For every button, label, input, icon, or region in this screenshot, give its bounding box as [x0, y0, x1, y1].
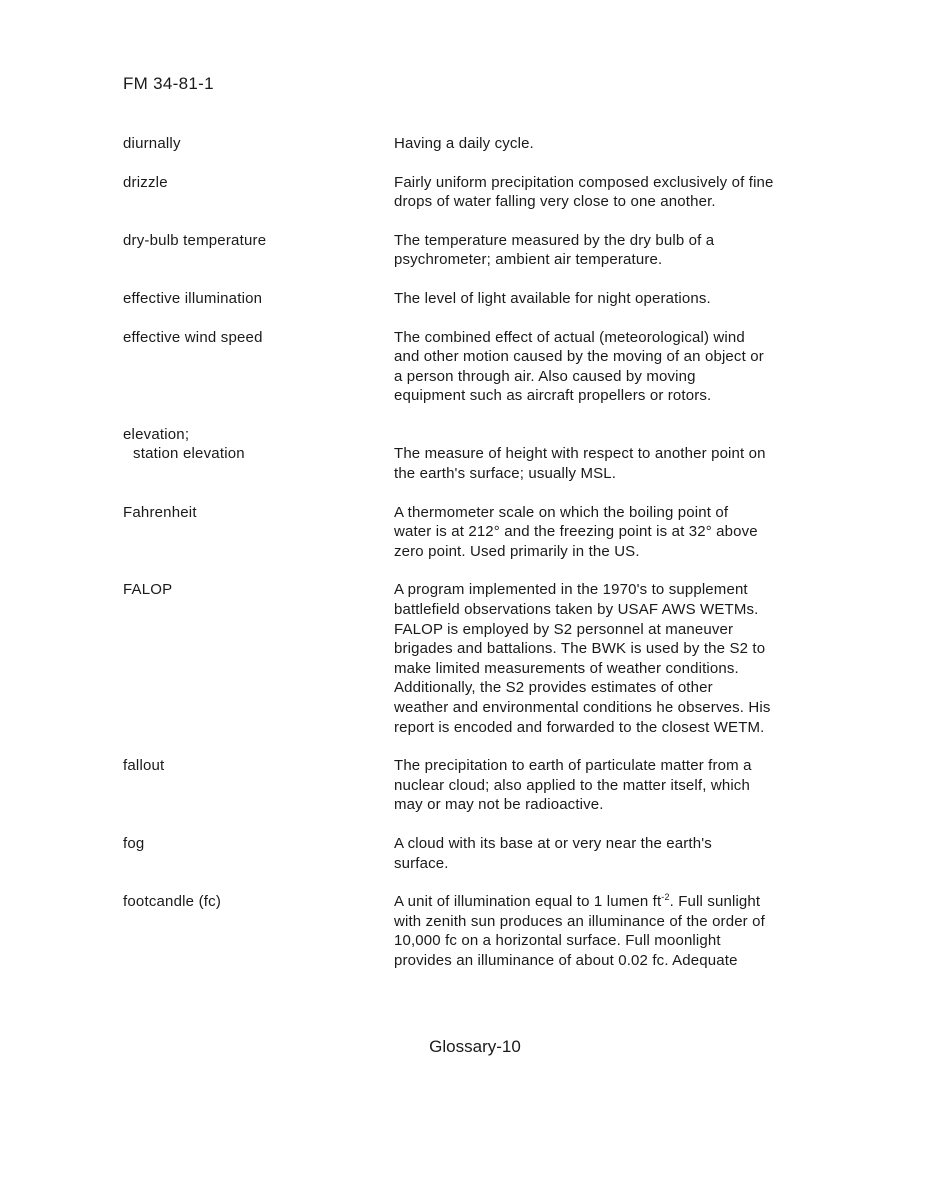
- definition-line: drops of water falling very close to one another.: [394, 193, 716, 211]
- definition-line: The temperature measured by the dry bulb of a: [394, 231, 715, 249]
- definition-line: Additionally, the S2 provides estimates of other: [394, 679, 713, 697]
- definition-line: brigades and battalions. The BWK is used by the S2 to: [394, 640, 766, 658]
- definition: [394, 289, 843, 309]
- definition-text: A unit of illumination equal to 1 lumen ft: [394, 893, 662, 911]
- term-sub: station elevation: [133, 445, 245, 463]
- term: FALOP: [123, 581, 173, 599]
- definition-line: may or may not be radioactive.: [394, 796, 604, 814]
- page-header-doc-id: FM 34-81-1: [123, 74, 214, 93]
- term: drizzle: [123, 173, 168, 191]
- definition-line: The measure of height with respect to another point on: [394, 445, 766, 463]
- glossary-list: [123, 134, 843, 990]
- glossary-entry-effective-illumination: [123, 289, 843, 309]
- definition: [394, 328, 843, 406]
- term: Fahrenheit: [123, 503, 197, 521]
- definition-line: FALOP is employed by S2 personnel at maneuver: [394, 620, 734, 638]
- definition: [394, 134, 843, 154]
- glossary-entry-fallout: [123, 756, 843, 815]
- definition-line: psychrometer; ambient air temperature.: [394, 251, 663, 269]
- definition: [394, 444, 843, 483]
- term: dry-bulb temperature: [123, 231, 267, 249]
- definition-line: 10,000 fc on a horizontal surface. Full moonlight: [394, 932, 721, 950]
- definition-line: a person through air. Also caused by moving: [394, 367, 696, 385]
- term: effective illumination: [123, 289, 263, 307]
- definition-line: surface.: [394, 854, 449, 872]
- definition-line: provides an illuminance of about 0.02 fc. Adequate: [394, 951, 738, 969]
- term: diurnally: [123, 135, 181, 152]
- definition-line: Fairly uniform precipitation composed exclusively of fine: [394, 173, 774, 191]
- definition: [394, 173, 843, 212]
- definition-line: A cloud with its base at or very near the earth's: [394, 834, 712, 852]
- definition: [394, 834, 843, 873]
- definition: [394, 756, 843, 815]
- definition-line: and other motion caused by the moving of an object or: [394, 348, 764, 366]
- glossary-entry-fahrenheit: [123, 503, 843, 562]
- definition-line: Having a daily cycle.: [394, 135, 534, 152]
- definition-line: A thermometer scale on which the boiling point of: [394, 503, 729, 521]
- definition-line: battlefield observations taken by USAF AWS WETMs.: [394, 601, 759, 618]
- definition-line: [394, 892, 843, 912]
- term: footcandle (fc): [123, 893, 222, 911]
- glossary-entry-falop: [123, 580, 843, 737]
- definition: [394, 503, 843, 562]
- definition: [394, 580, 843, 737]
- glossary-entry-footcandle: [123, 892, 843, 970]
- definition-line: report is encoded and forwarded to the closest WETM.: [394, 718, 765, 736]
- page-footer-label: Glossary-10: [429, 1037, 521, 1056]
- glossary-entry-diurnally: [123, 134, 843, 154]
- definition-line: The level of light available for night operations.: [394, 289, 711, 307]
- definition: [394, 231, 843, 270]
- definition-line: with zenith sun produces an illuminance of the order of: [394, 912, 765, 930]
- definition-line: The precipitation to earth of particulate matter from a: [394, 757, 752, 775]
- definition-line: the earth's surface; usually MSL.: [394, 465, 617, 483]
- glossary-entry-dry-bulb-temperature: [123, 231, 843, 270]
- definition-line: The combined effect of actual (meteorological) wind: [394, 328, 745, 346]
- definition-line: nuclear cloud; also applied to the matter itself, which: [394, 776, 750, 794]
- term-main: elevation;: [123, 425, 190, 443]
- definition-line: weather and environmental conditions he observes. His: [394, 698, 771, 716]
- superscript-exponent: -2: [661, 892, 670, 903]
- glossary-entry-fog: [123, 834, 843, 873]
- definition-text: . Full sunlight: [669, 893, 761, 911]
- term: effective wind speed: [123, 328, 263, 346]
- definition-line: equipment such as aircraft propellers or rotors.: [394, 387, 712, 405]
- definition-line: A program implemented in the 1970's to supplement: [394, 581, 748, 599]
- definition-line: zero point. Used primarily in the US.: [394, 542, 640, 560]
- glossary-entry-effective-wind-speed: [123, 328, 843, 406]
- term: fog: [123, 834, 145, 852]
- glossary-entry-drizzle: [123, 173, 843, 212]
- definition-line: make limited measurements of weather conditions.: [394, 659, 739, 677]
- term: [123, 425, 394, 464]
- term: fallout: [123, 757, 165, 775]
- glossary-entry-elevation: [123, 425, 843, 484]
- definition-line: water is at 212° and the freezing point is at 32° above: [394, 523, 758, 541]
- definition: [394, 892, 843, 970]
